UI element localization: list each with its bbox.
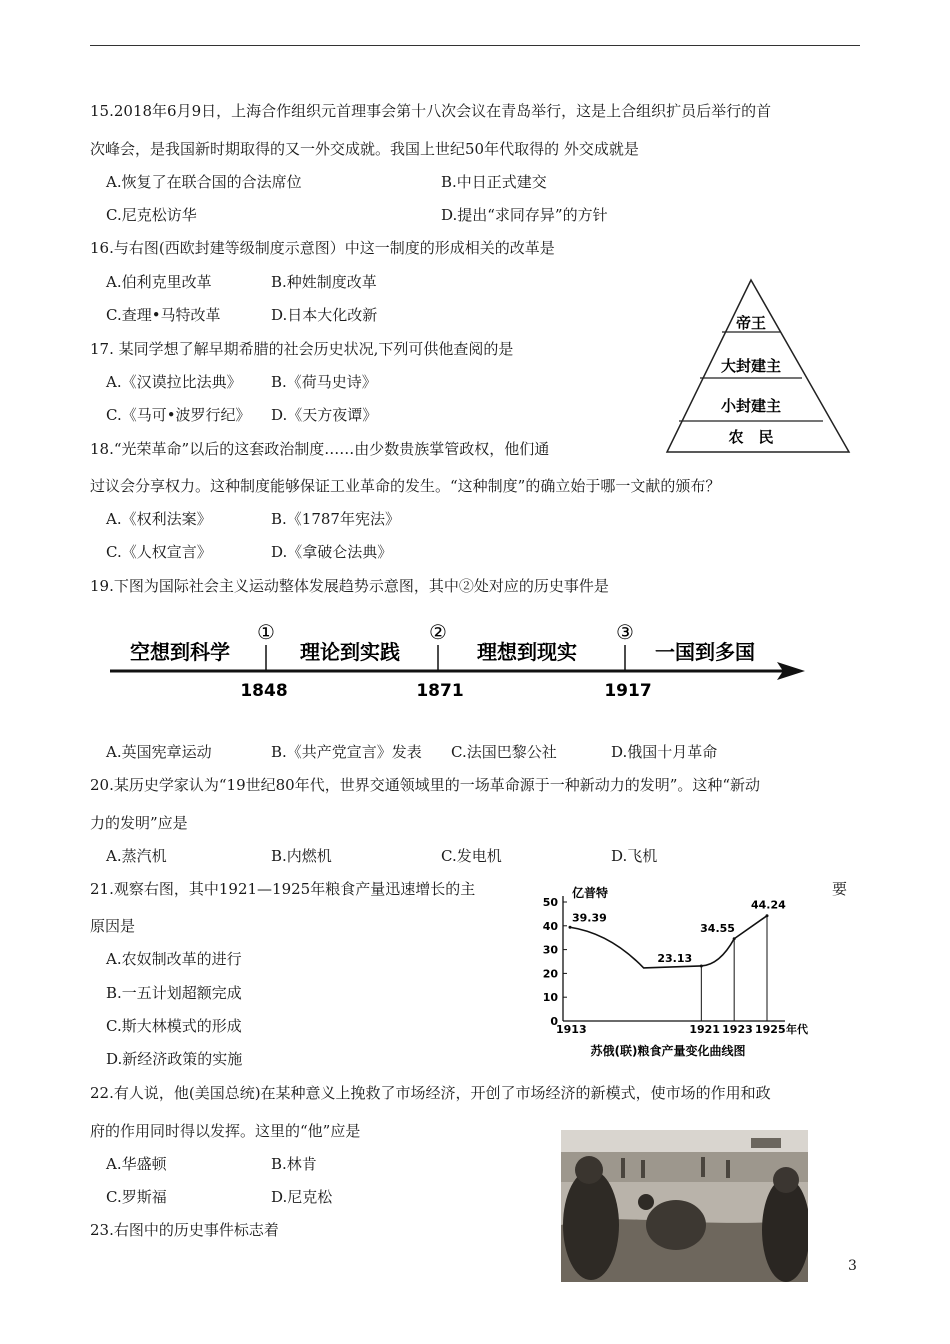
q18-option-b: B.《1787年宪法》 — [271, 510, 400, 528]
timeline-segment-4: 一国到多国 — [655, 640, 755, 664]
chart-ytick-label: 20 — [542, 967, 558, 981]
photo-soldier-center — [646, 1200, 706, 1250]
q18-option-a: A.《权利法案》 — [106, 510, 212, 528]
photo-ship — [751, 1138, 781, 1148]
chart-ytick-label: 0 — [550, 1015, 558, 1028]
q18-option-d: D.《拿破仑法典》 — [271, 543, 393, 561]
q15-option-c: C.尼克松访华 — [106, 206, 197, 224]
chart-point — [766, 914, 769, 917]
pyramid-level-peasants: 农 民 — [728, 428, 774, 446]
q21-option-a: A.农奴制改革的进行 — [106, 950, 242, 968]
timeline-segment-2: 理论到实践 — [300, 640, 400, 664]
photo-figure-1 — [621, 1158, 625, 1178]
photo-figure-4 — [726, 1160, 730, 1178]
q19-option-a: A.英国宪章运动 — [106, 743, 212, 761]
chart-ytick-label: 30 — [542, 943, 558, 957]
q20-option-c: C.发电机 — [441, 847, 502, 865]
q21-option-b: B.一五计划超额完成 — [106, 984, 242, 1002]
chart-ylabel: 亿普特 — [572, 886, 609, 900]
q22-option-d: D.尼克松 — [271, 1188, 333, 1206]
chart-xtick-label: 1923 — [722, 1023, 753, 1036]
chart-value-label: 44.24 — [751, 898, 786, 912]
chart-ytick-label: 50 — [542, 896, 558, 909]
q17-option-c: C.《马可•波罗行纪》 — [106, 406, 251, 424]
timeline-year-3: 1917 — [604, 681, 652, 701]
q16-option-c: C.查理•马特改革 — [106, 306, 221, 324]
timeline-year-2: 1871 — [416, 681, 464, 701]
q19-line1: 19.下图为国际社会主义运动整体发展趋势示意图，其中②处对应的历史事件是 — [90, 577, 609, 595]
q20-line1: 20.某历史学家认为“19世纪80年代，世界交通领域里的一场革命源于一种新动力的发明”。这种“新动 — [90, 776, 761, 794]
q15-option-a: A.恢复了在联合国的合法席位 — [106, 173, 302, 191]
chart-xtick-label: 1921 — [689, 1023, 720, 1036]
pyramid-level-emperor: 帝王 — [735, 314, 767, 332]
q18-option-c: C.《人权宣言》 — [106, 543, 212, 561]
q22-option-c: C.罗斯福 — [106, 1188, 167, 1206]
timeline-marker-1: ① — [257, 620, 275, 644]
chart-value-label: 34.55 — [700, 921, 735, 935]
photo-helmet-right — [773, 1167, 799, 1193]
q19-option-d: D.俄国十月革命 — [611, 743, 718, 761]
pyramid-level-great-lords: 大封建主 — [720, 357, 782, 375]
q18-line1: 18.“光荣革命”以后的这套政治制度……由少数贵族掌管政权，他们通 — [90, 440, 550, 458]
chart-point — [733, 937, 736, 940]
photo-soldier-left — [563, 1170, 619, 1280]
chart-xtick-label: 1925 — [755, 1023, 786, 1036]
timeline-segment-3: 理想到现实 — [477, 640, 577, 664]
grain-production-chart — [530, 878, 815, 1060]
chart-title: 苏俄(联)粮食产量变化曲线图 — [590, 1044, 746, 1058]
photo-figure-2 — [641, 1160, 645, 1178]
page-number: 3 — [848, 1258, 857, 1274]
socialism-timeline — [105, 615, 810, 710]
war-photo-icon — [561, 1130, 808, 1282]
q21-line2: 原因是 — [90, 917, 136, 935]
chart-point — [700, 964, 703, 967]
photo-helmet-left — [575, 1156, 603, 1184]
q19-option-c: C.法国巴黎公社 — [451, 743, 557, 761]
q15-option-d: D.提出“求同存异”的方针 — [441, 206, 608, 224]
q18-line2: 过议会分享权力。这种制度能够保证工业革命的发生。“这种制度”的确立始于哪一文献的颁布？ — [90, 477, 721, 495]
q16-line1: 16.与右图(西欧封建等级制度示意图）中这一制度的形成相关的改革是 — [90, 239, 555, 257]
q21-line1: 21.观察右图，其中1921—1925年粮食产量迅速增长的主 — [90, 880, 476, 898]
q21-option-d: D.新经济政策的实施 — [106, 1050, 243, 1068]
chart-xtick-label: 1913 — [556, 1023, 587, 1036]
timeline-marker-3: ③ — [616, 620, 634, 644]
chart-ytick-label: 10 — [542, 991, 558, 1005]
photo-figure-3 — [701, 1157, 705, 1177]
q17-line1: 17. 某同学想了解早期希腊的社会历史状况,下列可供他查阅的是 — [90, 340, 514, 358]
chart-ytick-label: 40 — [542, 919, 558, 933]
q16-option-a: A.伯利克里改革 — [106, 273, 212, 291]
q19-option-b: B.《共产党宣言》发表 — [271, 743, 422, 761]
feudal-hierarchy-pyramid — [665, 278, 853, 456]
q15-option-b: B.中日正式建交 — [441, 173, 547, 191]
q22-option-b: B.林肯 — [271, 1155, 317, 1173]
chart-point — [569, 926, 572, 929]
q23-line1: 23.右图中的历史事件标志着 — [90, 1221, 279, 1239]
photo-soldier-right — [762, 1178, 808, 1282]
q17-option-a: A.《汉谟拉比法典》 — [106, 373, 242, 391]
timeline-year-1: 1848 — [240, 681, 288, 701]
chart-value-label: 23.13 — [657, 951, 693, 965]
q15-line2: 次峰会，是我国新时期取得的又一外交成就。我国上世纪50年代取得的 外交成就是 — [90, 140, 639, 158]
q16-option-b: B.种姓制度改革 — [271, 273, 377, 291]
header-rule — [90, 45, 860, 46]
chart-xlabel: 年代 — [786, 1023, 808, 1036]
q22-line1: 22.有人说，他(美国总统)在某种意义上挽救了市场经济，开创了市场经济的新模式，使市场的作用和政 — [90, 1084, 771, 1102]
q17-option-b: B.《荷马史诗》 — [271, 373, 377, 391]
q20-option-d: D.飞机 — [611, 847, 658, 865]
timeline-segment-1: 空想到科学 — [130, 640, 230, 664]
timeline-marker-2: ② — [429, 620, 447, 644]
q22-line2: 府的作用同时得以发挥。这里的“他”应是 — [90, 1122, 361, 1140]
q22-option-a: A.华盛顿 — [106, 1155, 167, 1173]
q16-option-d: D.日本大化改新 — [271, 306, 378, 324]
q21-line1-tail: 要 — [832, 880, 848, 898]
photo-head-center — [638, 1194, 654, 1210]
chart-value-label: 39.39 — [572, 911, 607, 925]
q21-option-c: C.斯大林模式的形成 — [106, 1017, 242, 1035]
q15-line1: 15.2018年6月9日，上海合作组织元首理事会第十八次会议在青岛举行，这是上合组织扩员后举行的首 — [90, 102, 772, 120]
q20-line2: 力的发明”应是 — [90, 814, 188, 832]
q20-option-a: A.蒸汽机 — [106, 847, 167, 865]
pyramid-level-lesser-lords: 小封建主 — [720, 397, 782, 415]
q20-option-b: B.内燃机 — [271, 847, 332, 865]
q17-option-d: D.《天方夜谭》 — [271, 406, 378, 424]
